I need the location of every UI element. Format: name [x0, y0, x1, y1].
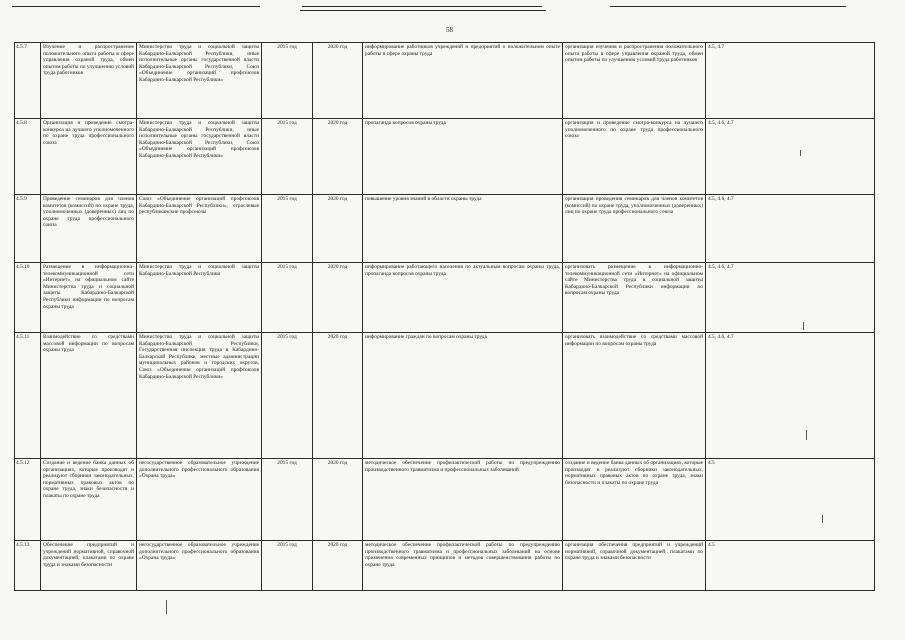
end-year: 2020 год: [313, 333, 363, 459]
indicator-link: 4.5, 4.6, 4.7: [706, 263, 875, 333]
main-directions: организация проведения семинаров для членов комитетов (комиссий) по охране труда, уполномоченных (доверенных) лиц по охране труда профессионального союза: [563, 195, 706, 263]
start-year: 2015 год: [262, 459, 313, 541]
row-number: 4.5.10: [15, 263, 41, 333]
indicator-link: 4.5, 4.6, 4.7: [706, 119, 875, 195]
measure-name: Размещение в информационно-телекоммуникационной сети «Интернет» на официальном сайте Министерства труда и социальной защиты Кабардино-Балкарской Республики информации по вопросам охраны труда: [41, 263, 137, 333]
expected-result: информирование работников учреждений и предприятий о положительном опыте работы в сфере охраны труда: [363, 43, 563, 119]
measure-name: Взаимодействие со средствами массовой информации по вопросам охраны труда: [41, 333, 137, 459]
measures-table-container: [14, 42, 874, 590]
row-number: 4.5.7: [15, 43, 41, 119]
start-year: 2015 год: [262, 119, 313, 195]
main-directions: организовать взаимодействие со средствами массовой информации по вопросам охраны труда: [563, 333, 706, 459]
measure-name: Проведение семинаров для членов комитетов (комиссий) по охране труда, уполномоченных (доверенных) лиц по охране труда профессионального союза: [41, 195, 137, 263]
end-year: 2020 год: [313, 43, 363, 119]
main-directions: организация и проведение смотра-конкурса на лучшего уполномоченного по охране труда профессионального союза: [563, 119, 706, 195]
row-number: 4.5.13: [15, 541, 41, 591]
table-row: [15, 119, 875, 195]
scan-artifact-mark: [166, 600, 167, 614]
table-row: [15, 541, 875, 591]
main-directions: организовать размещение в информационно-телекоммуникационной сети «Интернет» на официальном сайте Министерства труда и социальной защиты Кабардино-Балкарской Республики информации по вопросам охраны труда: [563, 263, 706, 333]
expected-result: информирование граждан по вопросам охраны труда: [363, 333, 563, 459]
end-year: 2020 год: [313, 263, 363, 333]
executors: негосударственное образовательное учреждение дополнительного профессионального образования «Охрана труда»: [137, 459, 262, 541]
scan-artifact-line: [300, 10, 546, 11]
indicator-link: 4.5: [706, 541, 875, 591]
measures-table: [14, 42, 875, 591]
measure-name: Создание и ведение банка данных об организациях, которые производят и реализуют сборники законодательных, нормативных правовых актов по охране труда, знаки безопасности и плакаты по охране труда: [41, 459, 137, 541]
expected-result: информирование работающего населения по актуальным вопросам охраны труда, пропаганда вопросов охраны труда: [363, 263, 563, 333]
main-directions: организация обеспечения предприятий и учреждений нормативной, справочной документацией, плакатами по охране труда и знаками безопасности: [563, 541, 706, 591]
indicator-link: 4.5: [706, 459, 875, 541]
executors: негосударственное образовательное учреждение дополнительного профессионального образования «Охрана труда»: [137, 541, 262, 591]
main-directions: создание и ведение банка данных об организациях, которые производят и реализуют сборники законодательных, нормативных правовых актов по охране труда, знаки безопасности и плакаты по охране труда: [563, 459, 706, 541]
end-year: 2020 год: [313, 459, 363, 541]
expected-result: методическое обеспечение профилактической работы по предупреждению производственного травматизма и профессиональных заболеваний на основе применения современных принципов и методов совершенствования работы по охране труда: [363, 541, 563, 591]
end-year: 2020 год: [313, 119, 363, 195]
row-number: 4.5.9: [15, 195, 41, 263]
table-row: [15, 43, 875, 119]
row-number: 4.5.12: [15, 459, 41, 541]
measure-name: Обеспечение предприятий и учреждений нормативной, справочной документацией, плакатами по охране труда и знаками безопасности: [41, 541, 137, 591]
row-number: 4.5.8: [15, 119, 41, 195]
main-directions: организация изучения и распространения положительного опыта работы в сфере управления охраной труда, обмен опытом работы по улучшению условий труда работников: [563, 43, 706, 119]
executors: Союз «Объединение организаций профсоюзов Кабардино-Балкарской Республики», отраслевые республиканские профсоюзы: [137, 195, 262, 263]
row-number: 4.5.11: [15, 333, 41, 459]
executors: Министерство труда и социальной защиты Кабардино-Балкарской Республики, иные исполнительные органы государственной власти Кабардино-Балкарской Республики, Союз «Объединение организаций профсоюзов Кабардино-Балкарской Республики»: [137, 43, 262, 119]
indicator-link: 4.5, 4.6, 4.7: [706, 195, 875, 263]
start-year: 2015 год: [262, 263, 313, 333]
executors: Министерство труда и социальной защиты Кабардино-Балкарской Республики: [137, 263, 262, 333]
table-row: [15, 333, 875, 459]
expected-result: повышение уровня знаний в области охраны труда: [363, 195, 563, 263]
executors: Министерство труда и социальной защиты Кабардино-Балкарской Республики, Государственная инспекция труда в Кабардино-Балкарской Республике, местные администрации муниципальных районов и городских округов, Союз «Объединение организаций профсоюзов Кабардино-Балкарской Республики»: [137, 333, 262, 459]
scan-artifact-line: [610, 6, 846, 7]
end-year: 2020 год: [313, 195, 363, 263]
indicator-link: 4.5, 4.6, 4.7: [706, 333, 875, 459]
start-year: 2015 год: [262, 541, 313, 591]
start-year: 2015 год: [262, 43, 313, 119]
expected-result: методическое обеспечение профилактической работы по предупреждению производственного травматизма и профессиональных заболеваний: [363, 459, 563, 541]
measure-name: Организация и проведение смотра-конкурса на лучшего уполномоченного по охране труда профессионального союза: [41, 119, 137, 195]
table-row: [15, 195, 875, 263]
end-year: 2020 год: [313, 541, 363, 591]
indicator-link: 4.5, 4.7: [706, 43, 875, 119]
table-row: [15, 459, 875, 541]
expected-result: пропаганда вопросов охраны труда: [363, 119, 563, 195]
executors: Министерство труда и социальной защиты Кабардино-Балкарской Республики, иные исполнительные органы государственной власти Кабардино-Балкарской Республики, Союз «Объединение организаций профсоюзов Кабардино-Балкарской Республики»: [137, 119, 262, 195]
page-number: 58: [446, 26, 453, 34]
scan-artifact-line: [302, 6, 542, 7]
measure-name: Изучение и распространение положительного опыта работы в сфере управления охраной труда, обмен опытом работы по улучшению условий труда работников: [41, 43, 137, 119]
table-row: [15, 263, 875, 333]
start-year: 2015 год: [262, 333, 313, 459]
scan-artifact-line: [12, 6, 260, 7]
start-year: 2015 год: [262, 195, 313, 263]
